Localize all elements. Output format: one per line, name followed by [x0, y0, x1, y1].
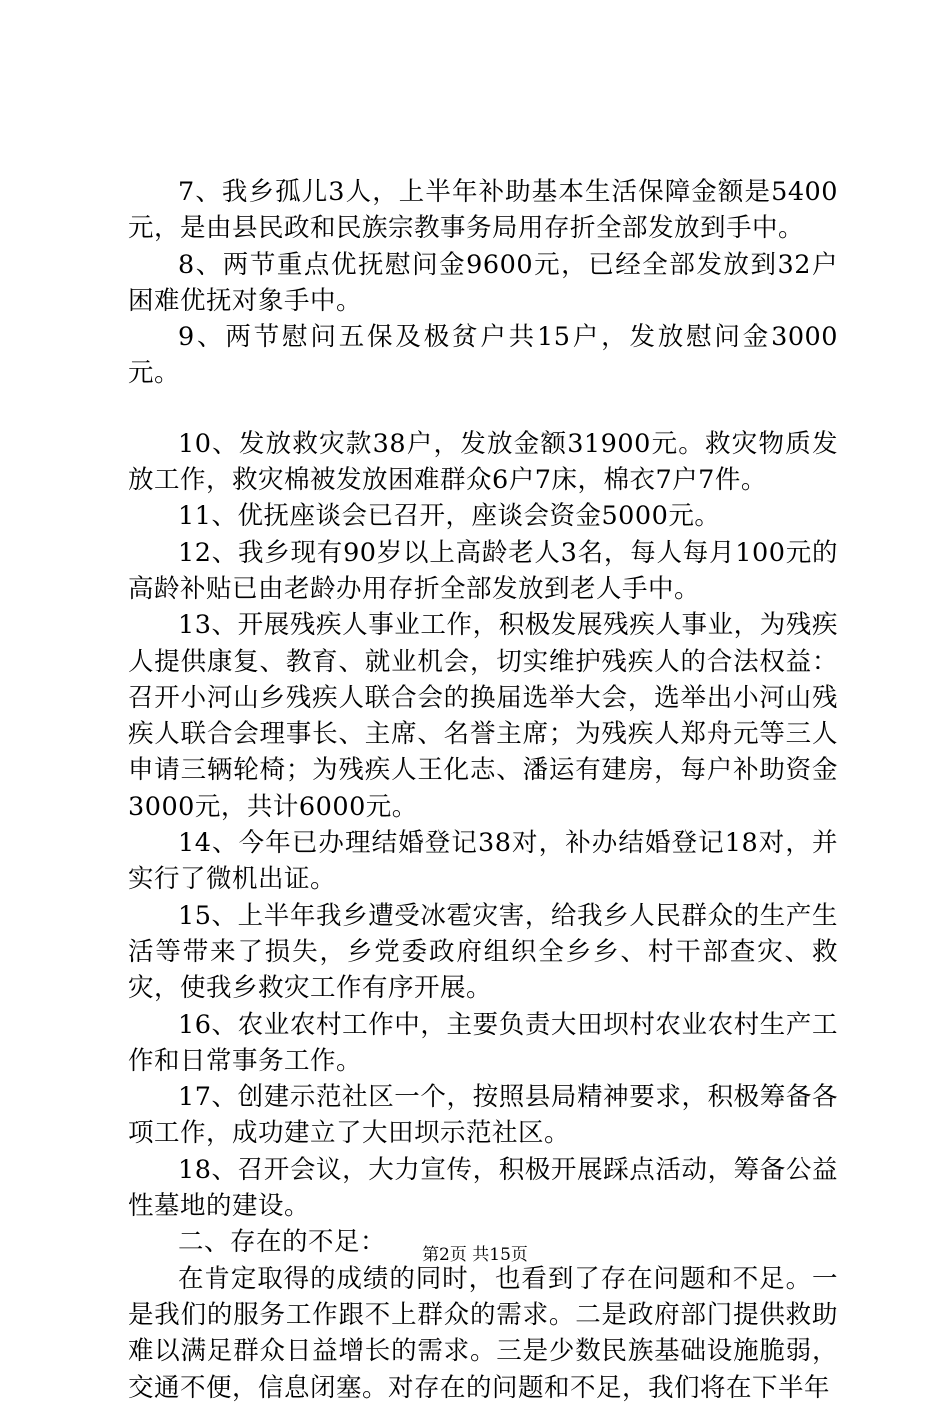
paragraph-14: 14、今年已办理结婚登记38对，补办结婚登记18对，并实行了微机出证。 [128, 828, 838, 895]
paragraph-shortcomings: 在肯定取得的成绩的同时，也看到了存在问题和不足。一是我们的服务工作跟不上群众的需求。二是政府部门提供救助难以满足群众日益增长的需求。三是少数民族基础设施脆弱，交通不便，信息闭塞。对存在的问题和不足，我们将在下半年 [128, 1263, 838, 1403]
paragraph-12: 12、我乡现有90岁以上高龄老人3名，每人每月100元的高龄补贴已由老龄办用存折全部发放到老人手中。 [128, 537, 838, 604]
page-footer: 第2页 共15页 [422, 1245, 528, 1265]
paragraph-16: 16、农业农村工作中，主要负责大田坝村农业农村生产工作和日常事务工作。 [128, 1009, 838, 1076]
paragraph-8: 8、两节重点优抚慰问金9600元，已经全部发放到32户困难优抚对象手中。 [128, 249, 838, 316]
section-heading: 二、存在的不足： [178, 1227, 387, 1258]
document-body [128, 174, 838, 1406]
paragraph-15: 15、上半年我乡遭受冰雹灾害，给我乡人民群众的生产生活等带来了损失，乡党委政府组织全乡乡、村干部查灾、救灾，使我乡救灾工作有序开展。 [128, 900, 838, 1004]
paragraph-11: 11、优抚座谈会已召开，座谈会资金5000元。 [178, 501, 721, 532]
paragraph-9: 9、两节慰问五保及极贫户共15户，发放慰问金3000元。 [128, 322, 838, 389]
paragraph-18: 18、召开会议，大力宣传，积极开展踩点活动，筹备公益性墓地的建设。 [128, 1154, 838, 1222]
paragraph-13: 13、开展残疾人事业工作，积极发展残疾人事业，为残疾人提供康复、教育、就业机会，切实维护残疾人的合法权益：召开小河山乡残疾人联合会的换届选举大会，选举出小河山残疾人联合会理事长、主席、名誉主席；为残疾人郑舟元等三人申请三辆轮椅；为残疾人王化志、潘运有建房，每户补助资金3000元，共计6000元。 [128, 610, 838, 822]
paragraph-7: 7、我乡孤儿3人，上半年补助基本生活保障金额是5400元，是由县民政和民族宗教事务局用存折全部发放到手中。 [128, 177, 838, 244]
paragraph-17: 17、创建示范社区一个，按照县局精神要求，积极筹备各项工作，成功建立了大田坝示范社区。 [128, 1082, 838, 1149]
paragraph-10: 10、发放救灾款38户，发放金额31900元。救灾物质发放工作，救灾棉被发放困难群众6户7床，棉衣7户7件。 [128, 428, 838, 496]
blank-line [128, 392, 838, 426]
